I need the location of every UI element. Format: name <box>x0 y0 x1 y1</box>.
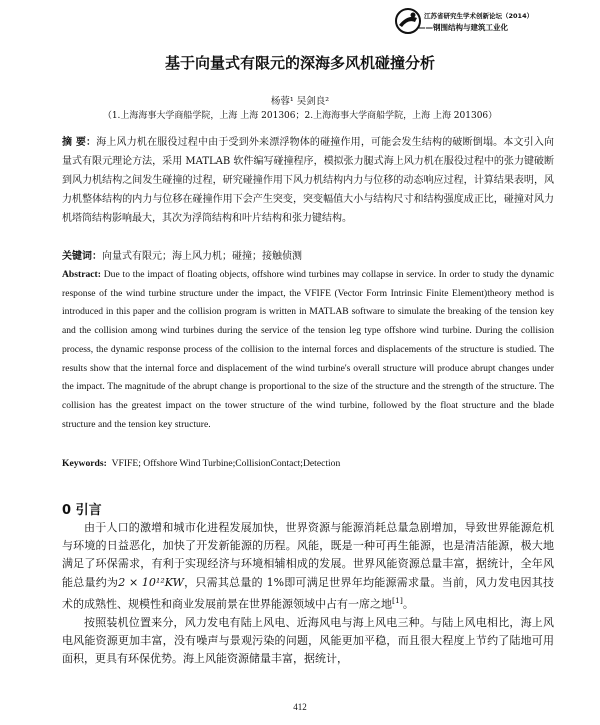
citation-ref: [1] <box>392 595 403 605</box>
keywords-en-label: Keywords: <box>62 458 107 469</box>
intro-p1-end: 。 <box>402 597 414 611</box>
keywords-en <box>62 458 554 469</box>
intro-paragraph-1 <box>62 519 554 614</box>
conference-name: 江苏省研究生学术创新论坛（2014） <box>424 12 534 20</box>
paper-affiliations: （1.上海海事大学商船学院，上海 上海 201306；2.上海海事大学商船学院，上海 上海 201306） <box>102 111 498 121</box>
paper-authors: 杨蓉¹ 吴剑良² <box>270 96 330 107</box>
intro-paragraph-2: 按照装机位置来分，风力发电有陆上风电、近海风电与海上风电三种。与陆上风电相比，海上风电风能资源更加丰富，没有噪声与景观污染的问题，风能更加平稳，而且很大程度上节约了陆地可用面积，更具有环保优势。海上风能资源储量丰富，据统计， <box>62 615 554 666</box>
abstract-cn <box>62 133 554 228</box>
paper-title: 基于向量式有限元的深海多风机碰撞分析 <box>164 54 435 72</box>
abstract-cn-label: 摘 要： <box>62 137 97 148</box>
intro-body <box>62 519 554 668</box>
page-number: 412 <box>293 702 307 712</box>
keywords-cn-label: 关键词： <box>62 251 102 262</box>
abstract-en <box>62 266 554 434</box>
abstract-en-label: Abstract: <box>62 269 101 280</box>
conference-subtitle: ——钢围结构与建筑工业化 <box>418 23 508 32</box>
intro-formula: 2 × 10¹²KW <box>118 575 184 589</box>
keywords-cn <box>62 247 554 262</box>
keywords-cn-text: 向量式有限元；海上风力机；碰撞；接触侦测 <box>102 251 302 262</box>
abstract-cn-text: 海上风力机在服役过程中由于受到外来漂浮物体的碰撞作用，可能会发生结构的破断倒塌。本文引入向量式有限元理论方法，采用 MATLAB 软件编写碰撞程序，模拟张力腿式海上风力机在服役过程中的张力键破断到风力机结构之间发生碰撞的过程，研究碰撞作用下风力机结构内力与位移的动态响应过程，计算结果表明，风力机整体结构的内力与位移在碰撞作用下会产生突变，突变幅值大小与结构尺寸和结构强度成正比，碰撞对风力机塔筒结构影响最大，其次为浮筒结构和叶片结构和张力键结构。 <box>62 137 555 224</box>
keywords-en-text: VFIFE; Offshore Wind Turbine;CollisionContact;Detection <box>111 458 341 469</box>
intro-p1-text-cont: ，只需其总量的 1%即可满足世界年均能源需求量。当前，风力发电因其技术的成熟性、规模性和商业发展前景在世界能源领域中占有一席之地 <box>62 575 554 611</box>
section-heading: 0 引言 <box>62 503 102 518</box>
intro-p1-text: 由于人口的激增和城市化进程发展加快，世界资源与能源消耗总量急剧增加，导致世界能源危机与环境的日益恶化，加快了开发新能源的历程。风能，既是一种可再生能源，也是清洁能源，极大地满足了环保需求，有利于实现经济与环境相辅相成的发展。世界风能资源总量丰富，据统计，全年风能总量约为 <box>62 521 554 589</box>
abstract-en-text: Due to the impact of floating objects, offshore wind turbines may collapse in service. In order to study the dynamic response of the wind turbine structure under the impact, the VFIFE (Vector Form Intrinsic Finite Element)theory method is introduced in this paper and the collision program is written in MATLAB software to simulate the breaking of the tension key and the collision among wind turbines during the service of the tension leg type offshore wind turbine. During the collision process, the dynamic response process of the collision to the internal forces and displacements of the structure is studied. The results show that the internal force and displacement of the wind turbine's overall structure will produce abrupt changes under the impact. The magnitude of the abrupt change is proportional to the size of the structure and the strength of the structure. The collision has the greatest impact on the tower structure of the wind turbine, followed by the float structure and the blade structure and the tension key structure. <box>62 269 554 430</box>
